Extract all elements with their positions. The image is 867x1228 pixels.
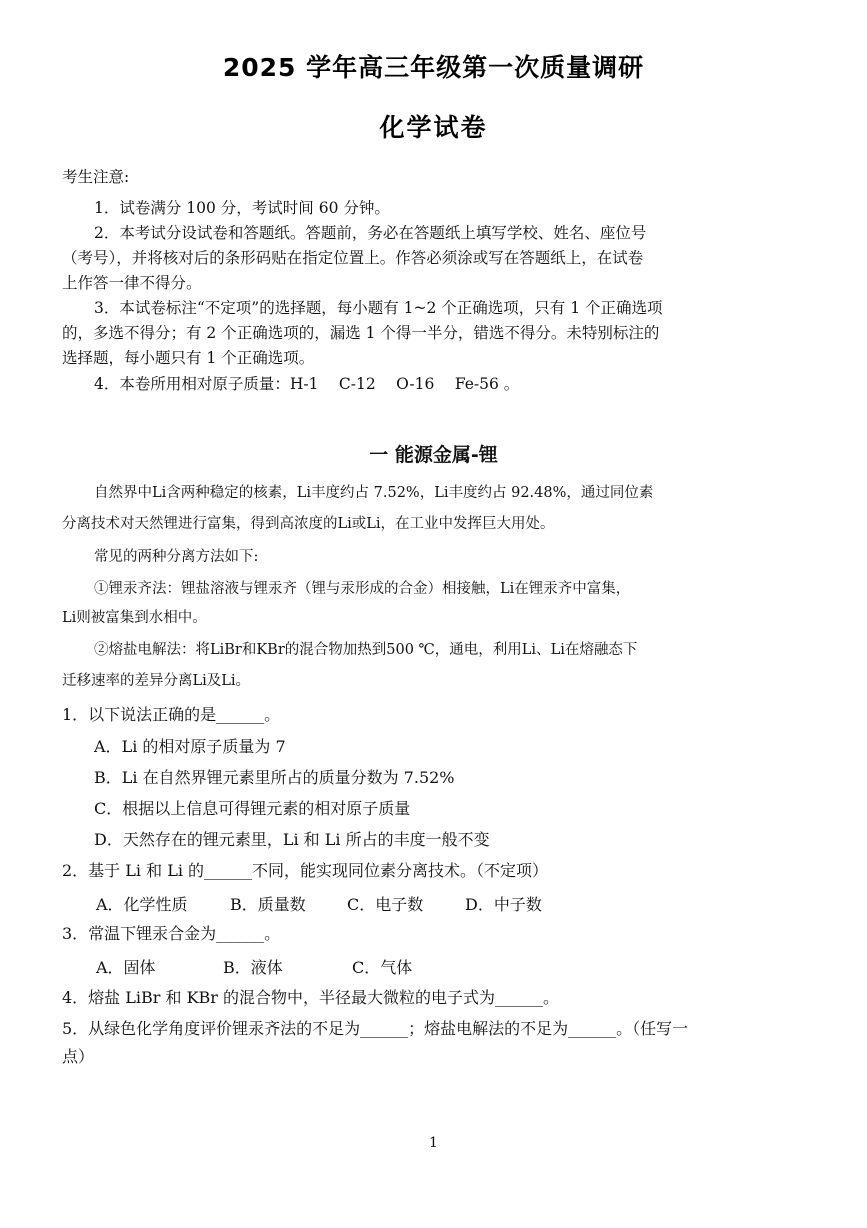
question-2: 2．基于 Li 和 Li 的______不同，能实现同位素分离技术。（不定项） [62,861,549,880]
q1-option-a: A．Li 的相对原子质量为 7 [94,737,286,756]
notice-heading: 考生注意: [62,168,130,186]
exam-title: 2025 学年高三年级第一次质量调研 [222,53,645,82]
intro-line-6: ②熔盐电解法：将LiBr和KBr的混合物加热到500 ℃，通电，利用Li、Li在熔融态下 [94,642,638,658]
notice-item-3-cont: 的，多选不得分；有 2 个正确选项的，漏选 1 个得一半分，错选不得分。未特别标注的 [62,324,660,342]
notice-item-2-cont2: 上作答一律不得分。 [62,274,202,292]
notice-item-4: 4．本卷所用相对原子质量：H-1 C-12 O-16 Fe-56 。 [94,375,520,393]
notice-item-3: 3．本试卷标注“不定项”的选择题，每小题有 1~2 个正确选项，只有 1 个正确选项 [94,299,663,317]
question-1: 1．以下说法正确的是______。 [62,705,281,724]
q3-option-c: C．气体 [352,958,413,977]
intro-line-1: 自然界中Li含两种稳定的核素，Li丰度约占 7.52%，Li丰度约占 92.48%，通过同位素 [94,485,654,501]
question-3: 3．常温下锂汞合金为______。 [62,924,281,943]
q2-option-c: C．电子数 [347,895,424,914]
intro-line-3: 常见的两种分离方法如下: [94,549,259,565]
intro-line-5: Li则被富集到水相中。 [62,610,207,626]
subject-title: 化学试卷 [379,113,488,142]
page-number: 1 [429,1135,438,1151]
q2-option-d: D．中子数 [465,895,542,914]
question-5: 5．从绿色化学角度评价锂汞齐法的不足为______；熔盐电解法的不足为______。（任写一 [62,1019,689,1038]
q2-options [96,892,542,915]
q3-option-a: A．固体 [96,958,156,977]
q1-option-c: C．根据以上信息可得锂元素的相对原子质量 [94,799,411,818]
notice-item-1: 1．试卷满分 100 分，考试时间 60 分钟。 [94,199,390,217]
notice-item-3-cont2: 选择题，每小题只有 1 个正确选项。 [62,349,315,367]
q3-options [96,955,412,978]
question-4: 4．熔盐 LiBr 和 KBr 的混合物中，半径最大微粒的电子式为______。 [62,988,560,1007]
intro-line-2: 分离技术对天然锂进行富集，得到高浓度的Li或Li，在工业中发挥巨大用处。 [62,516,555,532]
intro-line-4: ①锂汞齐法：锂盐溶液与锂汞齐（锂与汞形成的合金）相接触，Li在锂汞齐中富集， [94,581,631,597]
q2-option-b: B．质量数 [230,895,306,914]
section-heading: 一 能源金属-锂 [369,444,498,466]
notice-item-2-cont: （考号），并将核对后的条形码贴在指定位置上。作答必须涂或写在答题纸上，在试卷 [62,249,644,267]
q1-option-d: D．天然存在的锂元素里，Li 和 Li 所占的丰度一般不变 [94,830,490,849]
intro-line-7: 迁移速率的差异分离Li及Li。 [62,673,251,689]
q2-option-a: A．化学性质 [96,895,188,914]
question-5-cont: 点） [62,1047,95,1066]
q3-option-b: B．液体 [223,958,283,977]
q1-option-b: B．Li 在自然界锂元素里所占的质量分数为 7.52% [94,768,455,787]
notice-item-2: 2．本考试分设试卷和答题纸。答题前，务必在答题纸上填写学校、姓名、座位号 [94,224,647,242]
